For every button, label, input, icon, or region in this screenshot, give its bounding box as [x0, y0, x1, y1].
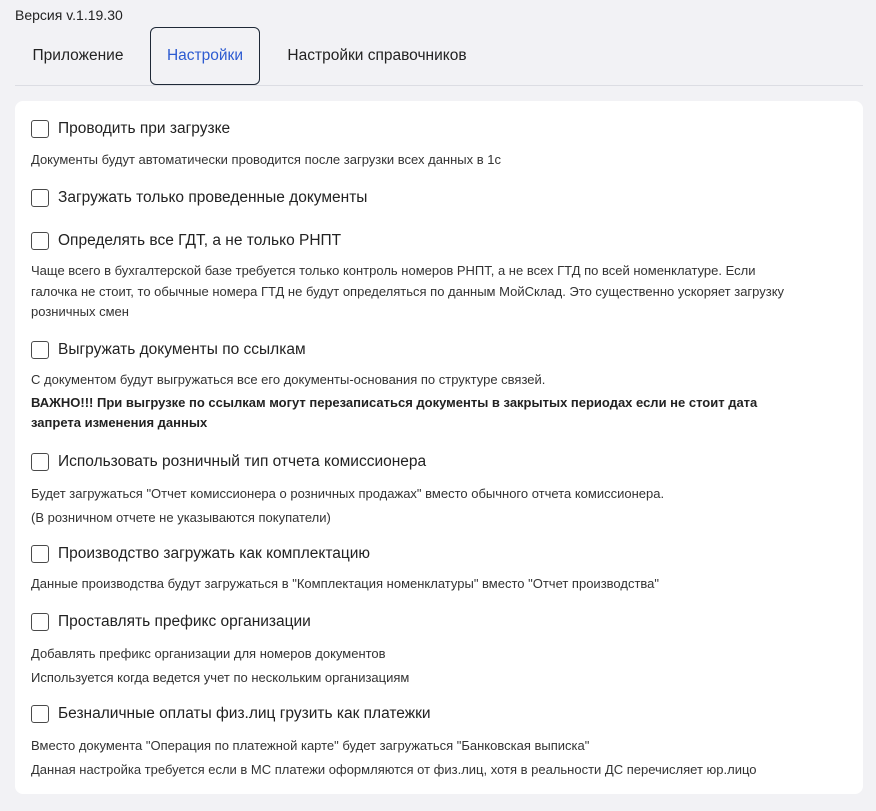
description-line: Чаще всего в бухгалтерской базе требуется только контроль номеров РНПТ, а не всех ГТД по всей номенклатуре. Если [31, 263, 756, 278]
option-description [31, 150, 831, 171]
detect-all-gtd-checkbox[interactable] [31, 232, 49, 250]
retail-commission-report-checkbox[interactable] [31, 453, 49, 471]
option-description [31, 734, 831, 781]
settings-panel [15, 101, 863, 794]
option-label: Загружать только проведенные документы [58, 189, 368, 206]
option-label: Производство загружать как комплектацию [58, 545, 371, 562]
production-as-assembly-checkbox[interactable] [31, 545, 49, 563]
option-label: Безналичные оплаты физ.лиц грузить как платежки [58, 705, 431, 722]
description-line: С документом будут выгружаться все его документы-основания по структуре связей. [31, 372, 546, 387]
option-post-on-load[interactable] [31, 120, 230, 138]
warning-line: запрета изменения данных [31, 415, 208, 430]
load-posted-only-checkbox[interactable] [31, 189, 49, 207]
description-line: Данная настройка требуется если в МС платежи оформляются от физ.лиц, хотя в реальности ДС перечисляет юр.лицо [31, 761, 757, 777]
option-description [31, 642, 831, 689]
description-line: розничных смен [31, 304, 129, 319]
option-label: Проставлять префикс организации [58, 613, 311, 630]
option-label: Определять все ГДТ, а не только РНПТ [58, 232, 342, 249]
warning-line: ВАЖНО!!! При выгрузке по ссылкам могут перезаписаться документы в закрытых периодах если не стоит дата [31, 394, 758, 410]
tab-bar [15, 27, 863, 86]
option-retail-commission-report[interactable] [31, 453, 426, 471]
option-production-as-assembly[interactable] [31, 545, 370, 563]
description-line: Данные производства будут загружаться в "Комплектация номенклатуры" вместо "Отчет производства" [31, 576, 660, 591]
description-line: (В розничном отчете не указываются покупатели) [31, 509, 331, 525]
description-line: Добавлять префикс организации для номеров документов [31, 646, 386, 661]
tab-settings[interactable]: Настройки [150, 27, 260, 85]
org-prefix-checkbox[interactable] [31, 613, 49, 631]
export-by-links-checkbox[interactable] [31, 341, 49, 359]
description-line: Документы будут автоматически проводится после загрузки всех данных в 1с [31, 152, 501, 167]
app-version: Версия v.1.19.30 [15, 7, 123, 23]
description-line: галочка не стоит, то обычные номера ГТД не будут определяться по данным МойСклад. Это существенно ускоряет загрузку [31, 283, 785, 299]
option-label: Выгружать документы по ссылкам [58, 341, 306, 358]
option-label: Проводить при загрузке [58, 120, 231, 137]
option-export-by-links[interactable] [31, 341, 306, 359]
option-load-posted-only[interactable] [31, 189, 367, 207]
option-label: Использовать розничный тип отчета комиссионера [58, 453, 427, 470]
post-on-load-checkbox[interactable] [31, 120, 49, 138]
option-description [31, 482, 831, 529]
option-cashless-as-payments[interactable] [31, 705, 431, 723]
option-detect-all-gtd[interactable] [31, 232, 341, 250]
tab-directory-settings[interactable]: Настройки справочников [287, 47, 467, 64]
option-org-prefix[interactable] [31, 613, 311, 631]
tab-application[interactable]: Приложение [32, 47, 124, 64]
option-description [31, 370, 831, 434]
description-line: Вместо документа "Операция по платежной карте" будет загружаться "Банковская выписка" [31, 738, 590, 753]
option-description [31, 261, 831, 323]
description-line: Будет загружаться "Отчет комиссионера о розничных продажах" вместо обычного отчета комиссионера. [31, 486, 665, 501]
option-description [31, 574, 831, 595]
cashless-as-payments-checkbox[interactable] [31, 705, 49, 723]
description-line: Используется когда ведется учет по нескольким организациям [31, 669, 410, 685]
